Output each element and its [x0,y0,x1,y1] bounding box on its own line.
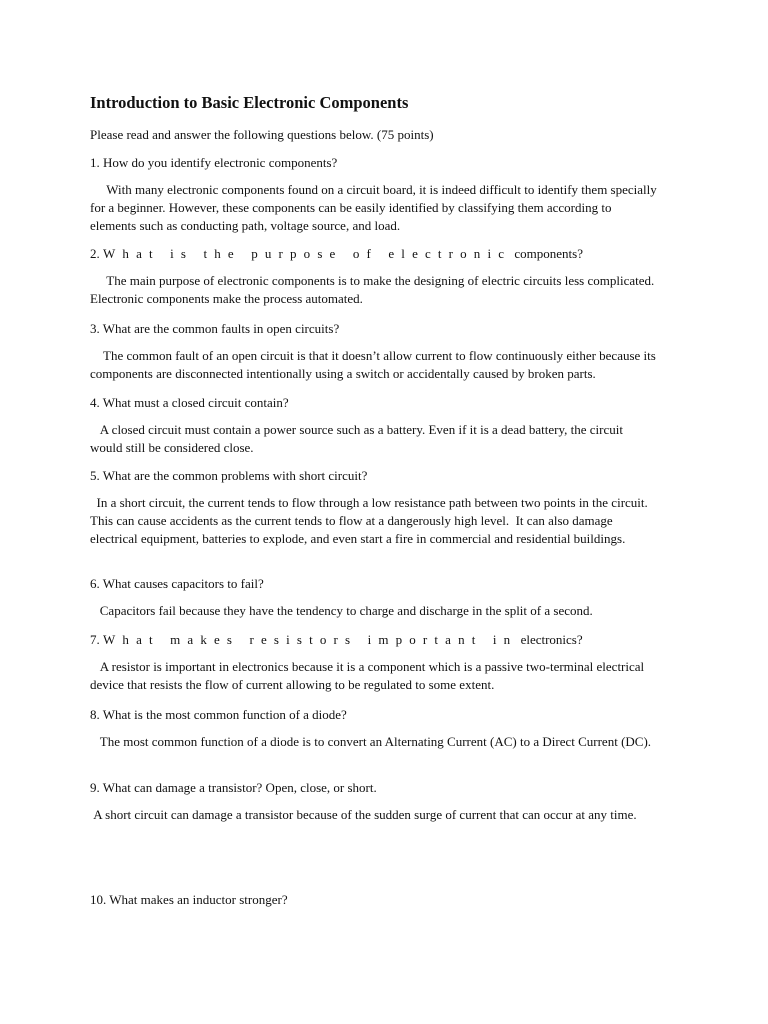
question-3: 3. What are the common faults in open circuits? [90,321,340,336]
question-7-suffix: electronics? [517,632,583,647]
answer-4: A closed circuit must contain a power source such as a battery. Even if it is a dead battery, the circuit would still be considered close. [90,422,627,455]
answer-6: Capacitors fail because they have the tendency to charge and discharge in the split of a second. [90,603,593,618]
question-9: 9. What can damage a transistor? Open, close, or short. [90,780,377,795]
question-5: 5. What are the common problems with short circuit? [90,468,368,483]
answer-1: With many electronic components found on a circuit board, it is indeed difficult to identify them specially for a beginner. However, these components can be easily identified by classifying them according to elements such as conducting path, voltage source, and load. [90,182,661,233]
question-6: 6. What causes capacitors to fail? [90,576,264,591]
question-2 [90,245,583,263]
instructions: Please read and answer the following questions below. (75 points) [90,127,434,142]
answer-3: The common fault of an open circuit is that it doesn’t allow current to flow continuously either because its components are disconnected intentionally using a switch or accidentally caused by broken parts. [90,348,660,381]
answer-9: A short circuit can damage a transistor because of the sudden surge of current that can occur at any time. [90,807,637,822]
question-7 [90,631,583,649]
question-7-spaced: What makes resistors important in [103,632,518,647]
question-2-suffix: components? [511,246,583,261]
document-title: Introduction to Basic Electronic Components [90,93,409,112]
question-7-prefix: 7. [90,632,103,647]
question-10: 10. What makes an inductor stronger? [90,892,288,907]
answer-2: The main purpose of electronic components is to make the designing of electric circuits less complicated. Electronic components make the process automated. [90,273,658,306]
question-1: 1. How do you identify electronic components? [90,155,338,170]
answer-5: In a short circuit, the current tends to flow through a low resistance path between two points in the circuit. This can cause accidents as the current tends to flow at a dangerously high level. It can also damage electrical equipment, batteries to explode, and even start a fire in commercial and residential buildings. [90,495,651,546]
answer-8: The most common function of a diode is to convert an Alternating Current (AC) to a Direct Current (DC). [90,734,652,749]
question-8: 8. What is the most common function of a diode? [90,707,347,722]
answer-7: A resistor is important in electronics because it is a component which is a passive two-terminal electrical device that resists the flow of current allowing to be regulated to some extent. [90,659,648,692]
question-2-spaced: What is the purpose of electronic [103,246,512,261]
question-2-prefix: 2. [90,246,103,261]
question-4: 4. What must a closed circuit contain? [90,395,289,410]
